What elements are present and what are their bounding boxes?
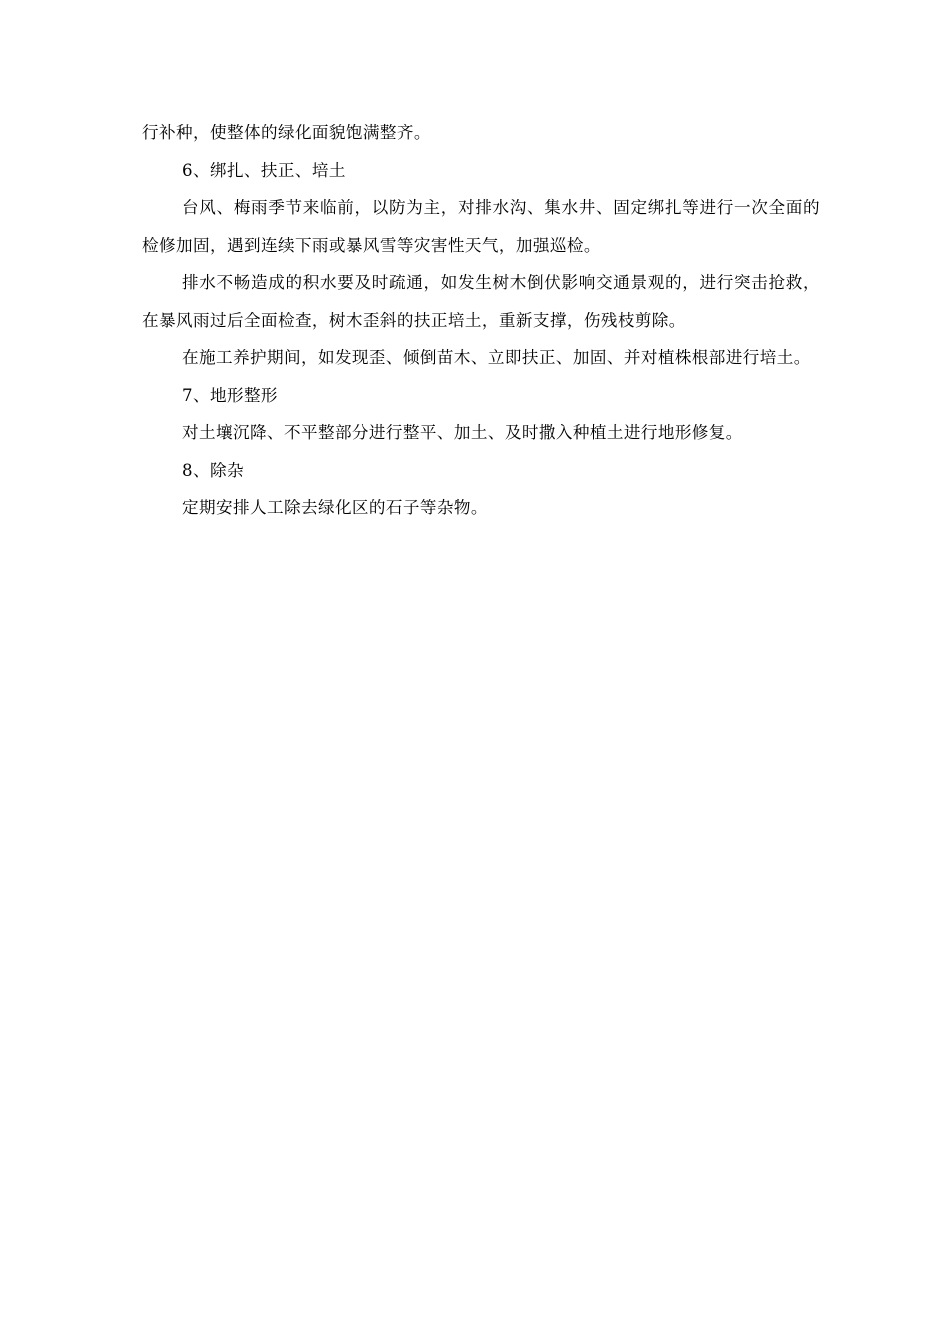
paragraph-drainage-rescue: 排水不畅造成的积水要及时疏通，如发生树木倒伏影响交通景观的，进行突击抢救，在暴风雨过后全面检查，树木歪斜的扶正培土，重新支撑，伤残枝剪除。 bbox=[142, 273, 820, 330]
section-heading-debris-removal: 8、除杂 bbox=[182, 460, 244, 480]
paragraph-continuation: 行补种，使整体的绿化面貌饱满整齐。 bbox=[142, 123, 431, 142]
paragraph-terrain-repair: 对土壤沉降、不平整部分进行整平、加土、及时撒入种植土进行地形修复。 bbox=[182, 423, 743, 442]
section-heading-binding-straightening: 6、绑扎、扶正、培土 bbox=[182, 160, 346, 180]
paragraph-seedling-support: 在施工养护期间，如发现歪、倾倒苗木、立即扶正、加固、并对植株根部进行培土。 bbox=[182, 348, 811, 367]
paragraph-typhoon-prevention: 台风、梅雨季节来临前，以防为主，对排水沟、集水井、固定绑扎等进行一次全面的检修加固，遇到连续下雨或暴风雪等灾害性天气，加强巡检。 bbox=[142, 198, 820, 255]
document-body bbox=[142, 114, 820, 527]
section-heading-terrain-shaping: 7、地形整形 bbox=[182, 385, 278, 405]
paragraph-debris-removal: 定期安排人工除去绿化区的石子等杂物。 bbox=[182, 498, 488, 517]
